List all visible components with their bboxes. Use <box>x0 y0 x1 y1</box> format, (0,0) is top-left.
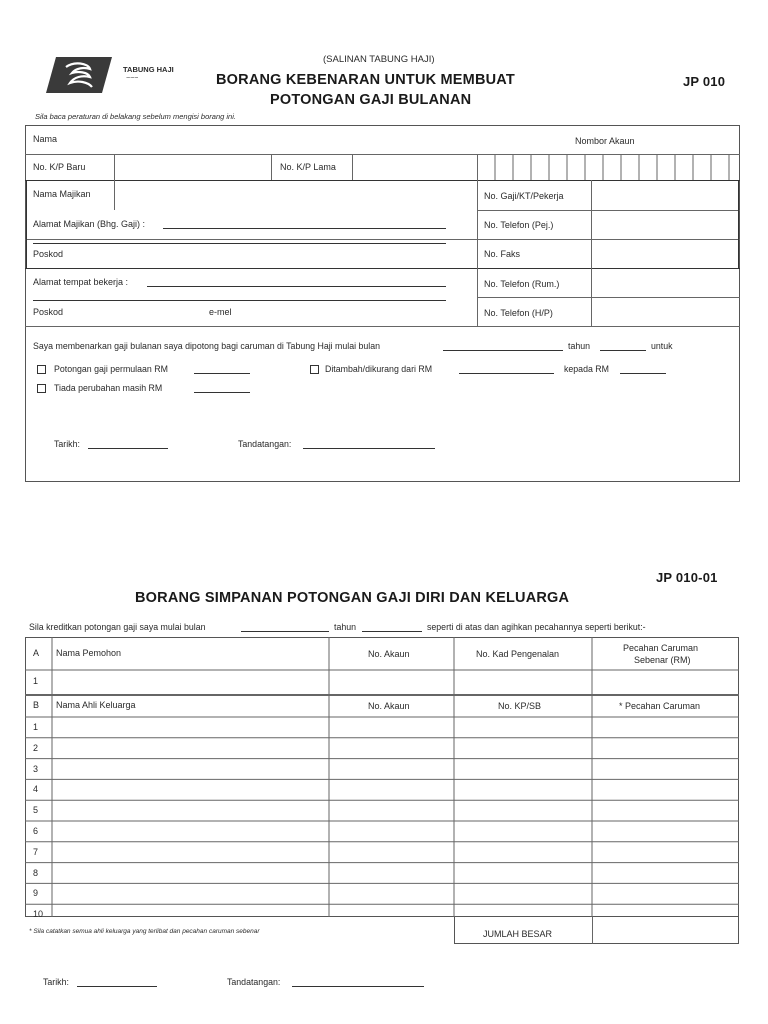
section-a-label: A <box>33 648 40 658</box>
input-opt3-rm[interactable] <box>194 392 250 393</box>
family-row-number: 3 <box>33 763 39 774</box>
label-nombor-akaun: Nombor Akaun <box>575 136 635 146</box>
input-alamat-majikan-line1[interactable] <box>163 228 446 229</box>
logo-text: TABUNG HAJI <box>123 65 174 74</box>
input-opt1-rm[interactable] <box>194 373 250 374</box>
input-tarikh2[interactable] <box>77 986 157 987</box>
table-grid <box>25 637 739 920</box>
input-nama[interactable] <box>90 128 470 152</box>
label-opt1: Potongan gaji permulaan RM <box>54 364 168 374</box>
col-pecahan-1: Pecahan Caruman <box>623 643 699 653</box>
label-tandatangan1: Tandatangan: <box>238 439 292 449</box>
label-kepada: kepada RM <box>564 364 609 374</box>
input-faks[interactable] <box>592 240 736 267</box>
jumlah-besar-label: JUMLAH BESAR <box>483 929 553 939</box>
input-kp-baru[interactable] <box>115 155 270 179</box>
form-title-line2: POTONGAN GAJI BULANAN <box>270 92 472 108</box>
col-no-akaun-b: No. Akaun <box>368 701 410 711</box>
input-form2-tahun[interactable] <box>362 631 422 632</box>
col-no-kpsb: No. KP/SB <box>498 701 542 711</box>
input-alamat-bekerja-line2[interactable] <box>33 300 446 301</box>
label-poskod1: Poskod <box>33 249 64 259</box>
label-telefon-rum: No. Telefon (Rum.) <box>484 279 560 289</box>
label-telefon-pej: No. Telefon (Pej.) <box>484 220 554 230</box>
col-no-kad: No. Kad Pengenalan <box>476 649 560 659</box>
label-alamat-bekerja: Alamat tempat bekerja : <box>33 277 129 287</box>
checkbox-potongan-permulaan[interactable] <box>37 365 46 374</box>
authorization-statement: Saya membenarkan gaji bulanan saya dipotong bagi caruman di Tabung Haji mulai bulan <box>33 341 381 351</box>
form2-statement-tahun: tahun <box>334 622 357 632</box>
checkbox-ditambah-dikurang[interactable] <box>310 365 319 374</box>
form-code: JP 010 <box>683 74 726 89</box>
section-b-label: B <box>33 700 40 710</box>
label-kp-lama: No. K/P Lama <box>280 162 336 172</box>
input-alamat-majikan-line2[interactable] <box>33 243 446 244</box>
label-poskod2: Poskod <box>33 307 64 317</box>
form2-statement-b: seperti di atas dan agihkan pecahannya seperti berikut:- <box>427 622 646 632</box>
label-opt2: Ditambah/dikurang dari RM <box>325 364 433 374</box>
label-nama-majikan: Nama Majikan <box>33 189 91 199</box>
label-emel: e-mel <box>209 307 232 317</box>
family-row-number: 7 <box>33 846 39 857</box>
col-no-akaun: No. Akaun <box>368 649 410 659</box>
family-row-number: 4 <box>33 784 39 795</box>
input-tarikh1[interactable] <box>88 448 168 449</box>
label-faks: No. Faks <box>484 249 521 259</box>
instruction-text: Sila baca peraturan di belakang sebelum mengisi borang ini. <box>35 112 236 121</box>
family-row-number: 10 <box>33 909 44 920</box>
input-mulai-bulan[interactable] <box>443 350 563 351</box>
input-nama-majikan[interactable] <box>115 182 476 209</box>
input-tahun[interactable] <box>600 350 646 351</box>
input-form2-bulan[interactable] <box>241 631 329 632</box>
label-kp-baru: No. K/P Baru <box>33 162 86 172</box>
label-tarikh1: Tarikh: <box>54 439 80 449</box>
label-untuk: untuk <box>651 341 673 351</box>
row-a1-number: 1 <box>33 676 39 686</box>
input-tandatangan2[interactable] <box>292 986 424 987</box>
family-row-number: 5 <box>33 805 39 816</box>
label-tarikh2: Tarikh: <box>43 977 69 987</box>
form-title-line1: BORANG KEBENARAN UNTUK MEMBUAT <box>216 72 515 88</box>
input-jumlah-besar[interactable] <box>593 918 737 943</box>
checkbox-tiada-perubahan[interactable] <box>37 384 46 393</box>
input-telefon-hp[interactable] <box>592 298 738 325</box>
logo-script: ~~~ <box>126 75 139 82</box>
account-number-boxes[interactable] <box>477 154 740 180</box>
label-alamat-majikan: Alamat Majikan (Bhg. Gaji) : <box>33 219 146 229</box>
label-nama: Nama <box>33 134 58 144</box>
family-row-number: 1 <box>33 722 39 732</box>
label-tandatangan2: Tandatangan: <box>227 977 281 987</box>
label-tahun: tahun <box>568 341 591 351</box>
input-kepada-rm[interactable] <box>620 373 666 374</box>
family-row-number: 6 <box>33 826 39 836</box>
label-telefon-hp: No. Telefon (H/P) <box>484 308 553 318</box>
col-nama-ahli: Nama Ahli Keluarga <box>56 700 136 710</box>
family-row-number: 2 <box>33 742 39 753</box>
input-alamat-bekerja-line1[interactable] <box>147 286 446 287</box>
input-tandatangan1[interactable] <box>303 448 435 449</box>
input-telefon-rum[interactable] <box>592 269 738 296</box>
family-row-number: 8 <box>33 867 39 878</box>
family-row-number: 9 <box>33 888 39 899</box>
form2-title: BORANG SIMPANAN POTONGAN GAJI DIRI DAN KELUARGA <box>135 590 570 606</box>
tabung-haji-logo <box>44 55 114 95</box>
footnote: * Sila catatkan semua ahli keluarga yang terlibat dan pecahan caruman sebenar <box>29 928 260 935</box>
input-opt2-rm[interactable] <box>459 373 554 374</box>
input-no-gaji[interactable] <box>592 182 736 209</box>
form2-code: JP 010-01 <box>656 570 718 585</box>
label-no-gaji: No. Gaji/KT/Pekerja <box>484 191 564 201</box>
col-nama-pemohon: Nama Pemohon <box>56 648 122 658</box>
input-telefon-pej[interactable] <box>592 211 736 238</box>
input-kp-lama[interactable] <box>353 155 476 179</box>
copy-note: (SALINAN TABUNG HAJI) <box>323 54 435 65</box>
col-pecahan-b: * Pecahan Caruman <box>619 701 701 711</box>
label-opt3: Tiada perubahan masih RM <box>54 383 163 393</box>
form2-statement-a: Sila kreditkan potongan gaji saya mulai bulan <box>29 622 206 632</box>
col-pecahan-2: Sebenar (RM) <box>634 655 691 665</box>
